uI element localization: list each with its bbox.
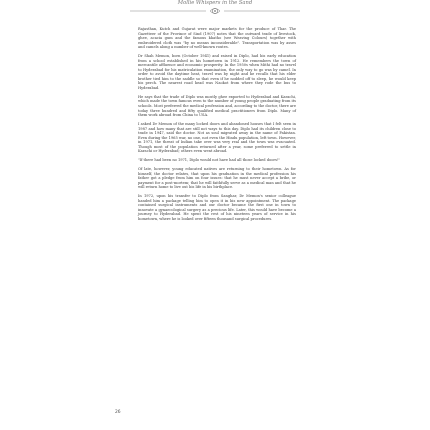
ornament-divider-icon: [130, 5, 300, 15]
running-head: [0, 0, 430, 20]
paragraph-6: Of late, however, young educated natives are returning to their hometown. As for himself, the doctor relates, that upon his graduation in the medical profession his father got a pledge from him on four issues: that he must never accept a bribe, or payment for a post-mortem; that he will faithfully serve as a medical man and that he will return home to live out his life in his birthplace.: [138, 167, 296, 190]
book-title: Mollie Whispers in the Sand: [177, 0, 253, 6]
paragraph-3: He says that the trade of Diplo was mostly ghee exported to Hyderabad and Karachi, which made the town famous even to the number of young people graduating from its schools. Most preferred the medical profession and, according to the doctor, there are today three hundred and fifty qualified medical practitioners from Diplo. Many of them work abroad from China to USA.: [138, 94, 296, 118]
paragraph-2: Dr Shah Memon, born (October 1941) and raised in Diplo, had his early education from a school established in his hometown in 1912. He remembers the town of mercantile affluence and economic prosperity. In the 1950s when Mithi had no travel to Hyderabad for his matriculation examination, the only way to go was by camel. In order to avoid the daytime heat, travel was by night and he recalls that his elder brother tied him to the saddle so that even if he nodded off to sleep, he would keep his perch. The nearest road head was Naokot from where they rode the bus to Hyderabad.: [138, 54, 296, 90]
paragraph-5-quote: "If there had been no 1971, Diplo would not have had all those locked doors!": [138, 158, 281, 163]
body-text: [138, 27, 296, 226]
paragraph-4: I asked Dr Memon of the many locked doors and abandoned houses that I felt seen in 1987 and how many that are still not ways to this day. Diplo had its children close to trade in 1947, said the doctor. Not as soul migrated away in the name of Pakistan. Even during the 1965 war, no one, not even the Hindu population, left town. However, in 1971, the threat of Indian take over was very real and the town was evacuated. Though most of the population returned after a year, some preferred to settle in Karachi or Hyderabad; others even went abroad.: [138, 122, 296, 154]
page-number: 26: [115, 410, 121, 415]
paragraph-1: Rajasthan, Kutch and Gujarat were major markets for the produce of Thar. The Gazetteer of the Province of Sind (1907) notes that the outward trade of livestock, ghee, acacia gum and the famous khatho (see Weaving Colours) together with embroidered cloth was "by no means inconsiderable". Transportation was by asses and camels along a number of well-known routes.: [138, 27, 296, 50]
paragraph-7: In 1972, upon his transfer to Diplo from Sanghar, Dr Memon's senior colleague handed him a package telling him to open it in his new appointment. The package contained surgical instruments and our doctor became the first one in town to innovate a gynaecological surgery as a precious life. Later, this would have become a journey to Hyderabad. He spent the rest of his nineteen years of service in his hometown, where he is looked over fifteen thousand surgical procedures.: [138, 194, 296, 222]
